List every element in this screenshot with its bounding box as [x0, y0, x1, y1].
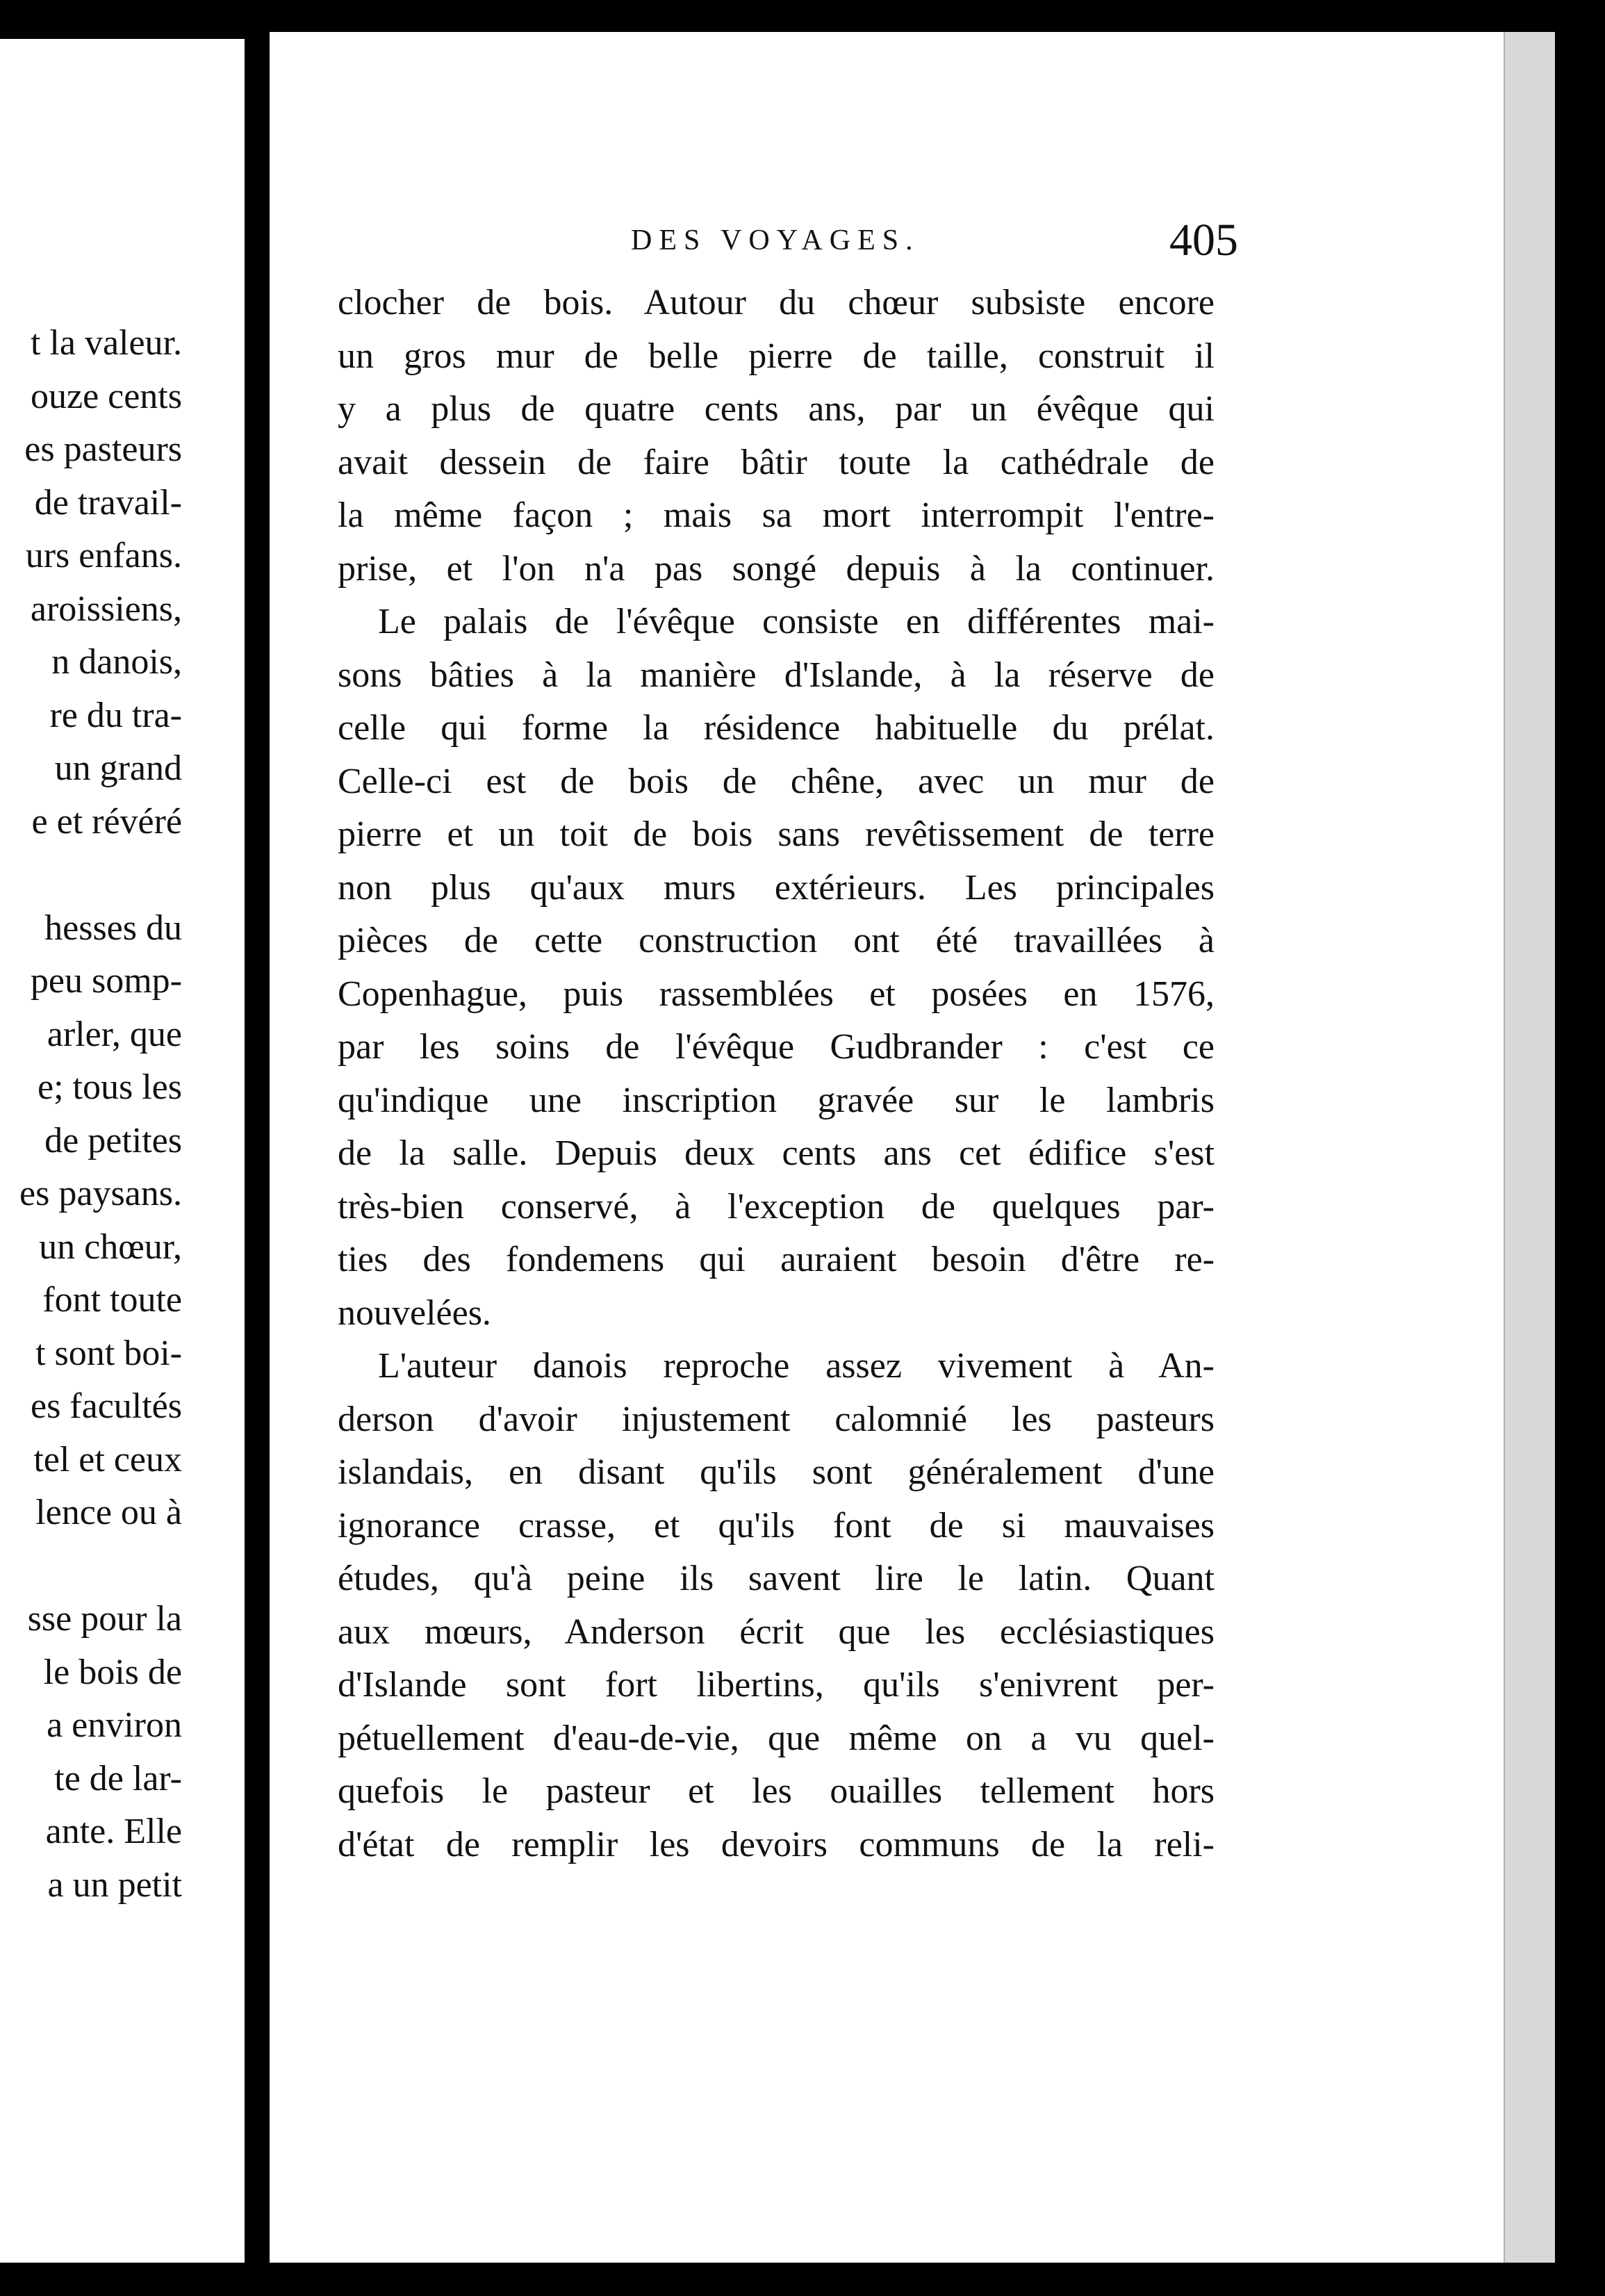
text-line: clocher de bois. Autour du chœur subsiste encore: [338, 283, 1215, 322]
text-line: Le palais de l'évêque consiste en différentes mai-: [378, 602, 1215, 641]
left-text-line: hesses du: [44, 908, 182, 948]
text-line: ties des fondemens qui auraient besoin d'être re-: [338, 1240, 1215, 1279]
left-page-fragment: [0, 39, 245, 2263]
left-text-line: ante. Elle: [45, 1812, 182, 1851]
left-text-line: t sont boi-: [35, 1333, 182, 1373]
text-line: sons bâties à la manière d'Islande, à la réserve de: [338, 655, 1215, 695]
left-text-line: le bois de: [43, 1652, 182, 1692]
text-line: Copenhague, puis rassemblées et posées en 1576,: [338, 974, 1215, 1014]
left-text-line: sse pour la: [27, 1599, 182, 1639]
left-text-line: peu somp-: [30, 961, 182, 1001]
left-text-line: tel et ceux: [33, 1439, 182, 1479]
left-page-text: [0, 317, 182, 1912]
left-text-line: urs enfans.: [25, 536, 182, 575]
text-line: ignorance crasse, et qu'ils font de si mauvaises: [338, 1505, 1215, 1545]
running-head: [270, 214, 1242, 270]
text-line: derson d'avoir injustement calomnié les pasteurs: [338, 1399, 1215, 1439]
text-line: islandais, en disant qu'ils sont généralement d'une: [338, 1452, 1215, 1492]
left-text-line: ouze cents: [30, 376, 182, 416]
left-text-line: de travail-: [34, 482, 182, 523]
left-text-line: n danois,: [51, 642, 182, 682]
left-text-line: es pasteurs: [24, 429, 182, 469]
text-line: non plus qu'aux murs extérieurs. Les principales: [338, 867, 1215, 908]
left-text-line: un grand: [54, 748, 182, 788]
left-text-line: e; tous les: [38, 1067, 182, 1107]
text-line: d'Islande sont fort libertins, qu'ils s'enivrent per-: [338, 1665, 1215, 1705]
page-number: 405: [1169, 215, 1238, 265]
text-line: pièces de cette construction ont été travaillées à: [338, 921, 1215, 960]
text-line: un gros mur de belle pierre de taille, construit il: [338, 336, 1215, 376]
left-text-line: es facultés: [30, 1386, 182, 1426]
text-line: pétuellement d'eau-de-vie, que même on a vu quel-: [338, 1718, 1215, 1758]
text-line: par les soins de l'évêque Gudbrander : c'est ce: [338, 1027, 1215, 1067]
text-line: études, qu'à peine ils savent lire le latin. Quant: [338, 1559, 1215, 1598]
left-text-line: [0, 848, 182, 902]
text-line: L'auteur danois reproche assez vivement à An-: [378, 1346, 1215, 1386]
left-text-line: aroissiens,: [30, 589, 182, 629]
text-line: celle qui forme la résidence habituelle du prélat.: [338, 708, 1215, 748]
text-line: quefois le pasteur et les ouailles tellement hors: [338, 1771, 1215, 1811]
left-text-line: es paysans.: [19, 1174, 182, 1213]
text-line: y a plus de quatre cents ans, par un évêque qui: [338, 389, 1215, 429]
left-text-line: arler, que: [47, 1014, 182, 1054]
text-line: avait dessein de faire bâtir toute la cathédrale de: [338, 442, 1215, 482]
text-line: d'état de remplir les devoirs communs de la reli-: [338, 1824, 1215, 1864]
book-gutter: [245, 39, 270, 2263]
running-title: DES VOYAGES.: [631, 224, 920, 256]
text-line: très-bien conservé, à l'exception de quelques par-: [338, 1186, 1215, 1227]
left-text-line: de petites: [44, 1120, 182, 1161]
text-line: aux mœurs, Anderson écrit que les ecclésiastiques: [338, 1612, 1215, 1652]
left-text-line: [0, 1540, 182, 1593]
body-text: [338, 277, 1215, 1871]
left-text-line: t la valeur.: [30, 323, 182, 363]
text-line: pierre et un toit de bois sans revêtissement de terre: [338, 814, 1215, 854]
text-line: de la salle. Depuis deux cents ans cet édifice s'est: [338, 1133, 1215, 1173]
left-text-line: font toute: [42, 1280, 182, 1320]
left-text-line: a environ: [47, 1705, 182, 1745]
left-text-line: re du tra-: [49, 695, 182, 735]
page-edge: [1504, 32, 1555, 2263]
left-text-line: a un petit: [47, 1864, 182, 1905]
text-line: nouvelées.: [338, 1293, 491, 1333]
text-line: qu'indique une inscription gravée sur le lambris: [338, 1080, 1215, 1120]
text-line: Celle-ci est de bois de chêne, avec un mur de: [338, 761, 1215, 801]
text-line: prise, et l'on n'a pas songé depuis à la continuer.: [338, 548, 1215, 589]
text-line: la même façon ; mais sa mort interrompit l'entre-: [338, 495, 1215, 535]
left-text-line: lence ou à: [35, 1493, 182, 1532]
left-text-line: e et révéré: [31, 801, 182, 842]
right-page: [270, 32, 1555, 2263]
left-text-line: te de lar-: [54, 1758, 182, 1798]
left-text-line: un chœur,: [39, 1227, 182, 1267]
